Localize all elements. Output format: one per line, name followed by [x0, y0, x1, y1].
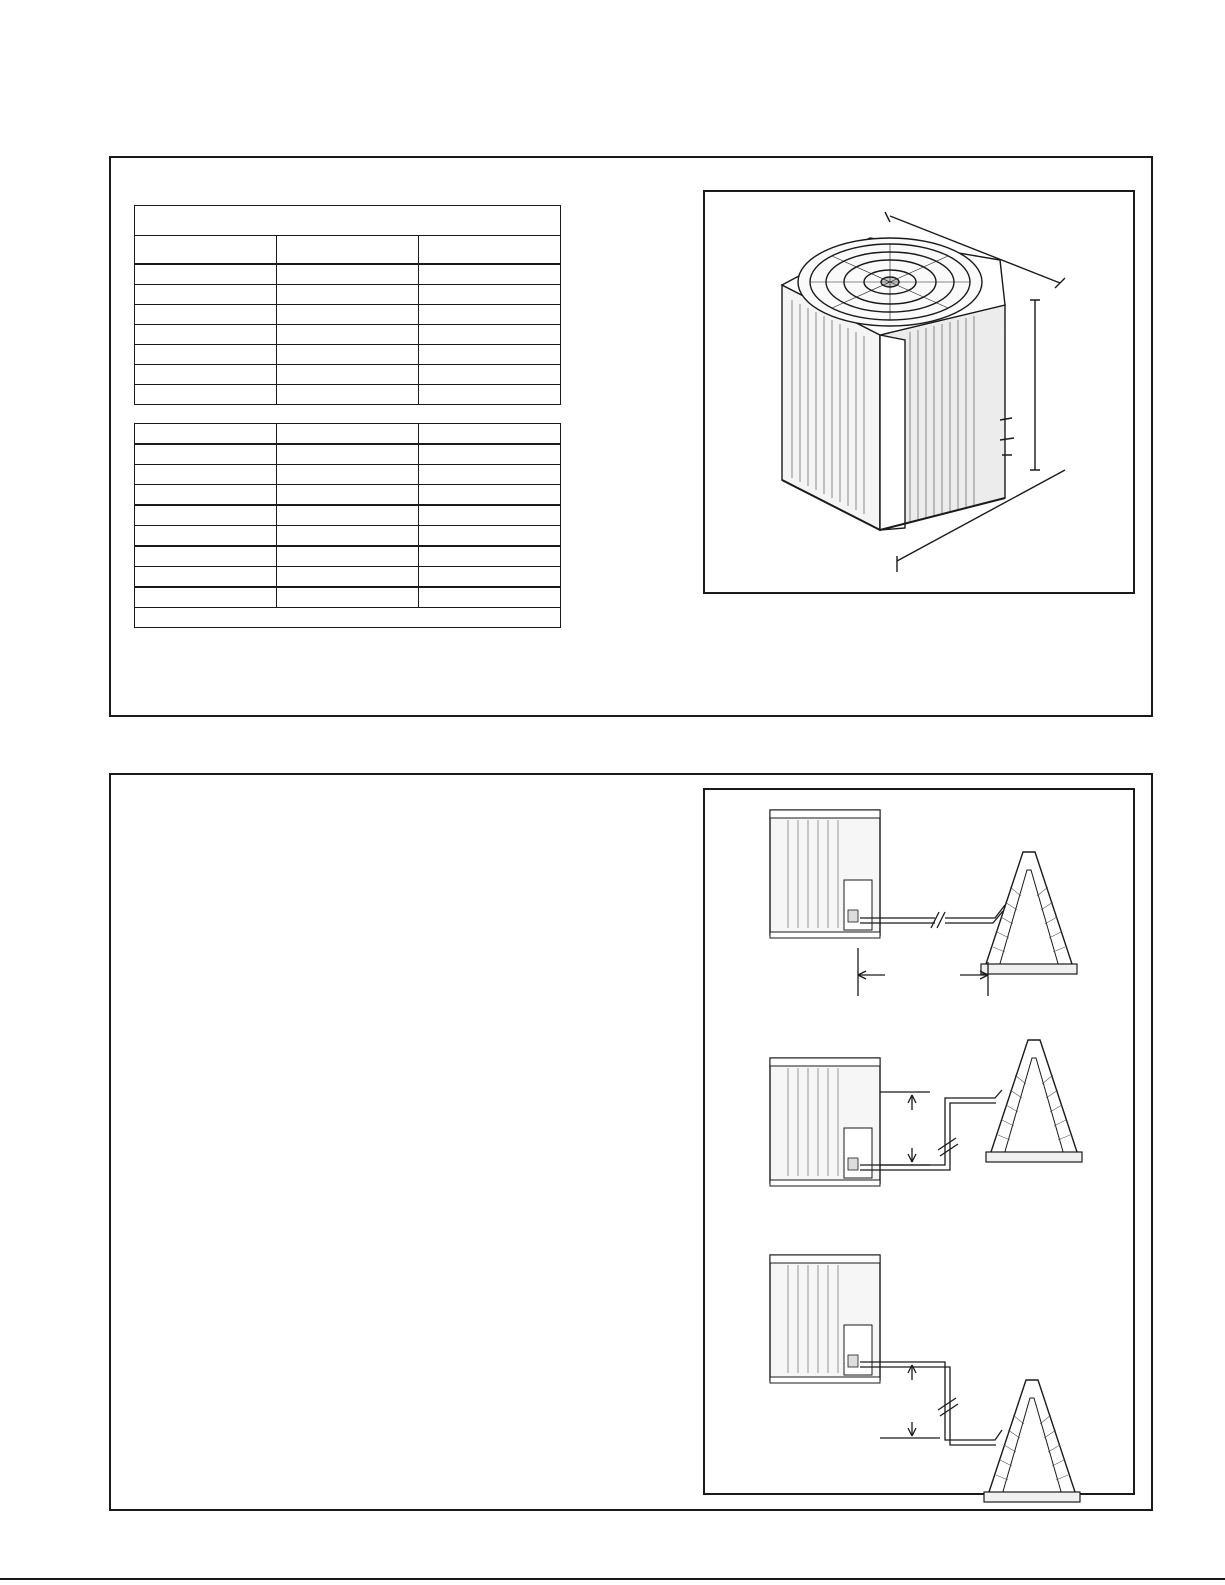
- column-header: [135, 236, 277, 265]
- table-cell: [277, 444, 419, 465]
- table-cell: [135, 444, 277, 465]
- column-header: [419, 236, 561, 265]
- table-row: [135, 546, 561, 567]
- table-row: [135, 444, 561, 465]
- table-cell: [277, 285, 419, 305]
- table-title: [135, 206, 561, 236]
- table-cell: [277, 485, 419, 506]
- install-figure-frame: [703, 788, 1135, 1495]
- table-cell: [419, 505, 561, 526]
- table-cell: [419, 285, 561, 305]
- table-cell: [277, 567, 419, 588]
- table-cell: [419, 345, 561, 365]
- table-row: [135, 587, 561, 608]
- table-cell: [277, 587, 419, 608]
- table-cell: [135, 505, 277, 526]
- table-cell: [135, 285, 277, 305]
- table-row: [135, 485, 561, 506]
- table-cell: [419, 264, 561, 285]
- table-note-row: [135, 608, 561, 628]
- table-row: [135, 365, 561, 385]
- table-cell: [419, 587, 561, 608]
- table-cell: [419, 465, 561, 485]
- table-row: [135, 465, 561, 485]
- table-cell: [135, 567, 277, 588]
- table-cell: [419, 526, 561, 547]
- table-cell: [135, 305, 277, 325]
- table-cell: [419, 385, 561, 405]
- table-cell: [135, 485, 277, 506]
- table-cell: [419, 424, 561, 445]
- table-cell: [419, 305, 561, 325]
- table-cell: [277, 505, 419, 526]
- spec-table-b: [134, 423, 561, 628]
- table-cell: [277, 345, 419, 365]
- table-title-row: [135, 206, 561, 236]
- table-cell: [277, 264, 419, 285]
- table-cell: [277, 526, 419, 547]
- table-note: [135, 608, 561, 628]
- table-cell: [135, 587, 277, 608]
- table-cell: [135, 264, 277, 285]
- table-row: [135, 385, 561, 405]
- table-cell: [277, 546, 419, 567]
- column-header: [277, 236, 419, 265]
- table-cell: [277, 305, 419, 325]
- table-cell: [135, 365, 277, 385]
- footer-rule: [0, 1578, 1225, 1580]
- table-row: [135, 325, 561, 345]
- table-cell: [135, 526, 277, 547]
- table-cell: [277, 385, 419, 405]
- table-cell: [277, 325, 419, 345]
- table-header-row: [135, 236, 561, 265]
- unit-figure-frame: [703, 190, 1135, 594]
- table-cell: [277, 424, 419, 445]
- table-cell: [419, 567, 561, 588]
- table-row: [135, 567, 561, 588]
- table-cell: [277, 465, 419, 485]
- table-row: [135, 345, 561, 365]
- table-cell: [419, 546, 561, 567]
- table-row: [135, 505, 561, 526]
- table-cell: [135, 424, 277, 445]
- table-cell: [419, 325, 561, 345]
- table-row: [135, 264, 561, 285]
- table-row: [135, 526, 561, 547]
- table-cell: [135, 345, 277, 365]
- table-row: [135, 285, 561, 305]
- table-cell: [135, 465, 277, 485]
- spec-table-a: [134, 205, 561, 405]
- table-row: [135, 424, 561, 445]
- table-cell: [135, 385, 277, 405]
- table-cell: [419, 485, 561, 506]
- table-cell: [419, 365, 561, 385]
- table-cell: [135, 546, 277, 567]
- table-cell: [419, 444, 561, 465]
- table-cell: [135, 325, 277, 345]
- table-row: [135, 305, 561, 325]
- table-cell: [277, 365, 419, 385]
